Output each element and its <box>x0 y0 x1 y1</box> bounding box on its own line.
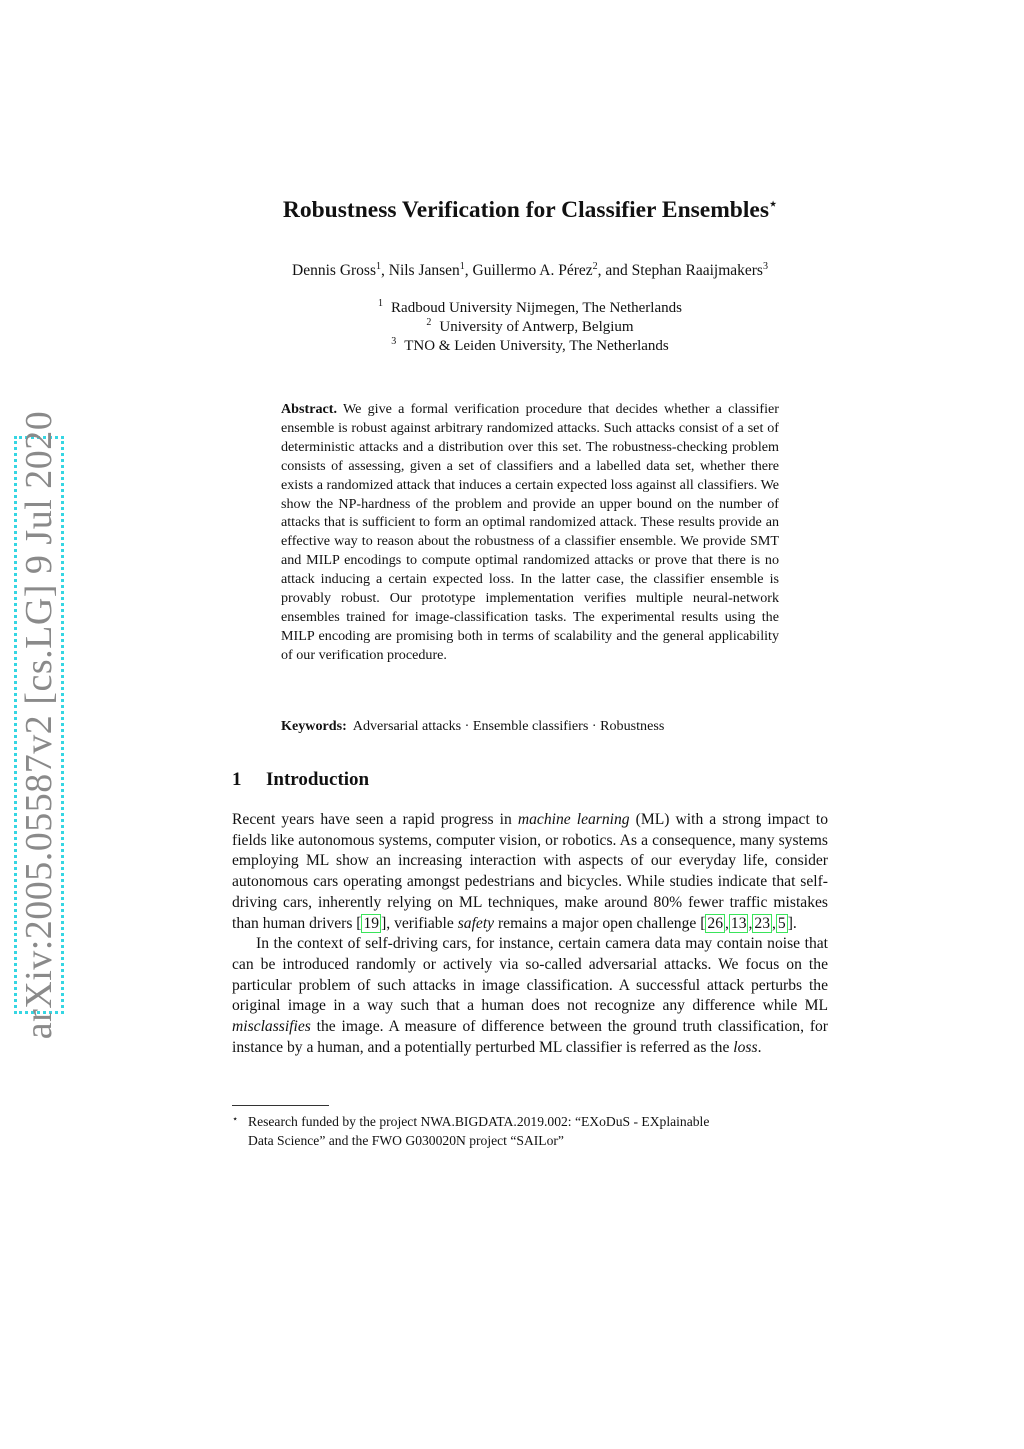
citation-link[interactable]: 19 <box>363 914 380 932</box>
author-name: Dennis Gross <box>292 262 376 279</box>
author-list <box>200 262 860 280</box>
footnote-line: Data Science” and the FWO G030020N project “SAILor” <box>248 1133 564 1148</box>
citation-link[interactable]: 13 <box>730 914 747 932</box>
author-affiliation-mark: 3 <box>762 260 768 272</box>
section-heading <box>232 769 369 791</box>
text-run: . <box>757 1038 762 1056</box>
section-number: 1 <box>232 769 242 790</box>
footnote <box>232 1110 828 1150</box>
emphasis: loss <box>733 1038 758 1056</box>
text-run: In the context of self-driving cars, for instance, certain camera data may contain noise that can be introduced randomly or actively via so-called adversarial attacks. We focus on the particular problem of such attacks in image classification. A successful attack perturbs the original image in a way such that a human does not recognize any difference while ML <box>232 935 828 1015</box>
paper-title <box>200 196 860 224</box>
text-run: ]. <box>787 914 797 932</box>
affiliation-text: Radboud University Nijmegen, The Netherlands <box>391 300 682 316</box>
affiliation-number: 1 <box>378 298 384 309</box>
citation-link[interactable]: 5 <box>777 914 786 932</box>
author-separator: , and <box>597 262 632 279</box>
citation-link[interactable]: 26 <box>707 914 723 932</box>
keywords <box>281 718 779 735</box>
text-run: Recent years have seen a rapid progress in <box>232 811 518 828</box>
affiliation-number: 3 <box>391 336 397 347</box>
arxiv-stamp[interactable] <box>14 410 64 1040</box>
abstract-text: We give a formal verification procedure that decides whether a classifier ensemble is robust against arbitrary randomized attacks. Such attacks consist of a set of deterministic attacks and a distribution over this set. The robustness-checking problem consists of assessing, given a set of classifiers and a labelled data set, whether there exists a randomized attack that induces a certain expected loss against all classifiers. We show the NP-hardness of the problem and provide an upper bound on the number of attacks that is sufficient to form an optimal randomized attack. These results provide an effective way to reason about the robustness of a classifier ensemble. We provide SMT and MILP encodings to compute optimal randomized attacks or prove that there is no attack inducing a certain expected loss. In the latter case, the classifier ensemble is provably robust. Our prototype implementation verifies multiple neural-network ensembles trained for image-classification tasks. The experimental results using the MILP encoding are promising both in terms of scalability and the general applicability of our verification procedure. <box>281 401 779 663</box>
author-affiliation-mark: 1 <box>376 260 381 272</box>
paragraph <box>232 934 828 1058</box>
author-name: Guillermo A. Pérez <box>472 262 593 279</box>
emphasis: safety <box>457 914 495 932</box>
author-separator: , <box>381 262 389 279</box>
affiliation <box>200 318 860 337</box>
text-run: the image. A measure of difference between the ground truth classification, for instance by a human, and a potentially perturbed ML classifier is referred as the <box>232 1018 828 1056</box>
author-separator: , <box>464 262 473 279</box>
arxiv-identifier: arXiv:2005.05587v2 [cs.LG] 9 Jul 2020 <box>18 410 60 1040</box>
keywords-text: Adversarial attacks · Ensemble classifiers · Robustness <box>352 718 665 734</box>
affiliation-number: 2 <box>426 317 432 328</box>
affiliation-list <box>200 299 860 356</box>
paragraph: Recent years have seen a rapid progress in machine learning (ML) with a strong impact to fields like autonomous systems, computer vision, or robotics. As a consequence, many systems employing ML show an increasing interaction with aspects of our everyday life, consider autonomous cars operating amongst pedestrians and bicycles. While studies indicate that self-driving cars, inherently relying on ML techniques, make around 80% fewer traffic mistakes than human drivers [ 19 ], verifiable safety remains a major open challenge [ 26 , 13 , 23 , 5 ]. <box>232 811 828 932</box>
text-run: (ML) with a strong impact to fields like autonomous systems, computer vision, or robotics. As a consequence, many systems employing ML show an increasing interaction with aspects of our everyday life, consider autonomous cars operating amongst pedestrians and bicycles. While studies indicate that self-driving cars, inherently relying on ML techniques, make around 80% fewer traffic mistakes than human drivers [ <box>232 811 828 932</box>
section-title: Introduction <box>266 769 370 790</box>
citation-link[interactable]: 23 <box>754 914 770 932</box>
abstract-label: Abstract. <box>281 401 337 417</box>
abstract <box>281 400 779 665</box>
affiliation <box>200 337 860 356</box>
footnote-rule <box>232 1105 329 1106</box>
affiliation-text: TNO & Leiden University, The Netherlands <box>404 338 669 354</box>
emphasis: machine learning <box>517 811 630 828</box>
text-run: ], verifiable <box>381 914 458 932</box>
author-affiliation-mark: 2 <box>592 260 598 272</box>
title-footnote-mark: ⋆ <box>768 196 778 211</box>
affiliation <box>200 299 860 318</box>
title-text: Robustness Verification for Classifier Ensembles <box>282 196 769 223</box>
footnote-mark: ⋆ <box>232 1114 239 1125</box>
footnote-line: Research funded by the project NWA.BIGDATA.2019.002: “EXoDuS - EXplainable <box>248 1114 710 1129</box>
text-run: remains a major open challenge [ <box>494 914 706 932</box>
keywords-label: Keywords: <box>281 718 347 734</box>
author-name: Stephan Raaijmakers <box>631 262 763 279</box>
author-name: Nils Jansen <box>388 262 460 279</box>
affiliation-text: University of Antwerp, Belgium <box>439 319 634 335</box>
emphasis: misclassifies <box>232 1018 311 1036</box>
introduction-body <box>232 810 828 1058</box>
author-affiliation-mark: 1 <box>459 260 465 272</box>
